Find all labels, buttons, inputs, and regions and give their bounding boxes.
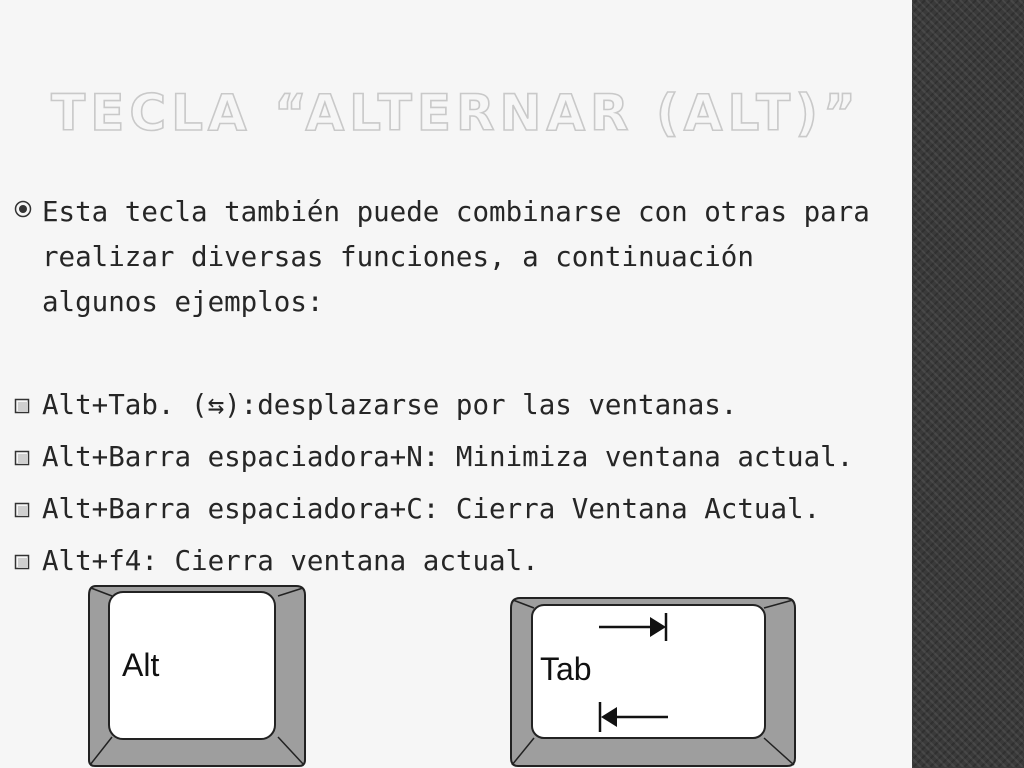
intro-text: Esta tecla también puede combinarse con otras para realizar diversas funciones, a continuación algunos ejemplos: xyxy=(42,196,870,318)
tab-key-illustration xyxy=(508,596,798,768)
alt-key-illustration xyxy=(86,584,308,768)
list-item xyxy=(14,436,894,488)
square-bullet-icon xyxy=(14,554,30,570)
example-alt-space-c: Alt+Barra espaciadora+C: Cierra Ventana Actual. xyxy=(42,493,821,525)
square-bullet-icon xyxy=(14,450,30,466)
square-bullet-icon xyxy=(14,502,30,518)
intro-paragraph xyxy=(14,190,874,325)
slide-title: TECLA “ALTERNAR (ALT)” xyxy=(51,84,861,142)
list-item xyxy=(14,384,894,436)
list-item xyxy=(14,488,894,540)
circle-dot-bullet-icon xyxy=(14,200,32,218)
example-alt-tab: Alt+Tab. (⇆):desplazarse por las ventanas. xyxy=(42,389,738,421)
example-alt-space-n: Alt+Barra espaciadora+N: Minimiza ventana actual. xyxy=(42,441,854,473)
decorative-side-band xyxy=(912,0,1024,768)
examples-list xyxy=(14,384,894,592)
example-alt-f4: Alt+f4: Cierra ventana actual. xyxy=(42,545,539,577)
square-bullet-icon xyxy=(14,398,30,414)
tab-key-label: Tab xyxy=(540,651,592,687)
alt-key-label: Alt xyxy=(122,647,160,683)
